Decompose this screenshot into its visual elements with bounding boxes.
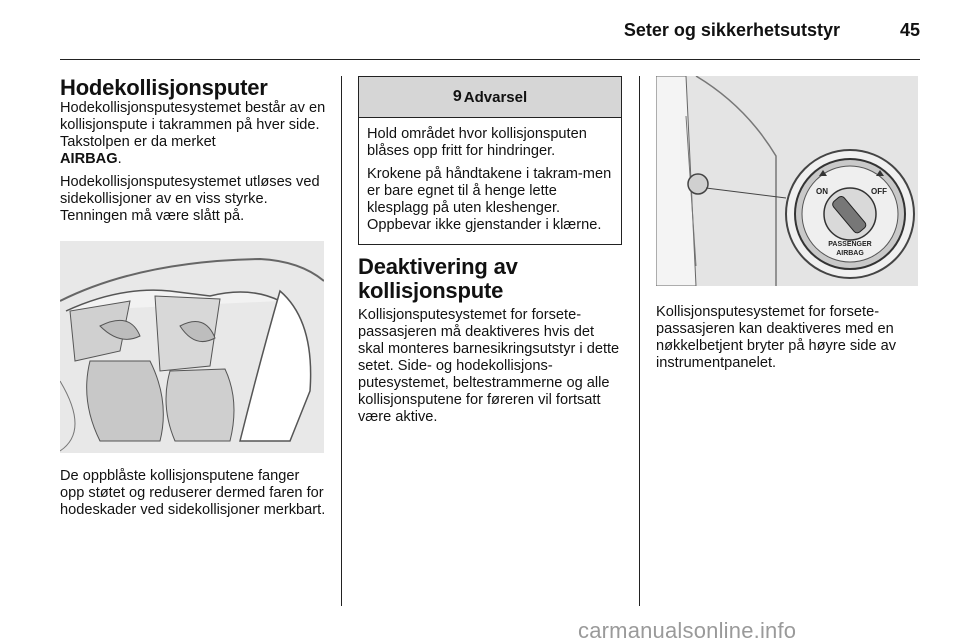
key-switch-drawing [656,76,918,286]
section-heading-head-airbags: Hodekollisjonsputer [60,75,268,100]
caption-key-switch: Kollisjonsputesystemet for forsete-passasjeren kan deaktiveres med en nøkkelbetjent bryter på høyre side av instrumentpanelet. [656,304,897,371]
switch-label-on: ON [816,187,828,196]
warning-body [359,118,621,244]
header-rule [60,59,920,60]
warning-title: Advarsel [463,88,528,106]
warning-paragraph-2: Krokene på håndtakene i takram-men er bare egnet til å henge lette klesplagg på uten kleshenger. Oppbevar ikke gjenstander i klærne. [367,166,612,233]
switch-label-airbag: AIRBAG [836,250,864,257]
paragraph-head-airbag-deploy: Hodekollisjonsputesystemet utløses ved sidekollisjoner av en viss styrke. Tenningen må være slått på. [60,174,320,224]
head-airbag-illustration [60,241,324,453]
watermark: carmanualsonline.info [578,618,797,643]
warning-paragraph-1: Hold området hvor kollisjonsputen blåses opp fritt for hindringer. [367,126,587,159]
car-interior-drawing [60,241,324,453]
airbag-switch-illustration [656,76,918,286]
airbag-marking-label: AIRBAG [60,151,118,167]
running-header-title: Seter og sikkerhetsutstyr [623,20,840,40]
section-heading-deactivation: Deaktivering av kollisjonspute [358,254,518,303]
column-3 [656,76,920,378]
column-1 [60,76,326,525]
paragraph-head-airbag-description [60,100,326,168]
switch-label-passenger: PASSENGER [828,241,872,248]
warning-box [358,76,622,245]
paragraph-period: . [117,151,122,167]
page-number: 45 [899,20,920,40]
column-2 [358,76,624,432]
column-divider-right [639,76,640,606]
paragraph-text: Hodekollisjonsputesystemet består av en kollisjonspute i takrammen på hver side. Takstolpen er da merket [60,100,326,150]
paragraph-deactivation: Kollisjonsputesystemet for forsete-passasjeren må deaktiveres hvis det skal monteres barnesikringsutstyr i dette setet. Side- og hodekollisjons-putesystemet, beltestrammerne og alle kollisjonsputene for føreren vil fortsatt være aktive. [358,307,620,425]
warning-icon: 9 [452,88,462,105]
caption-deployed-airbags: De oppblåste kollisjonsputene fanger opp støtet og reduserer dermed faren for hodeskader ved sidekollisjoner merkbart. [60,468,326,518]
switch-label-off: OFF [871,187,887,196]
warning-header [359,77,621,118]
column-divider-left [341,76,342,606]
